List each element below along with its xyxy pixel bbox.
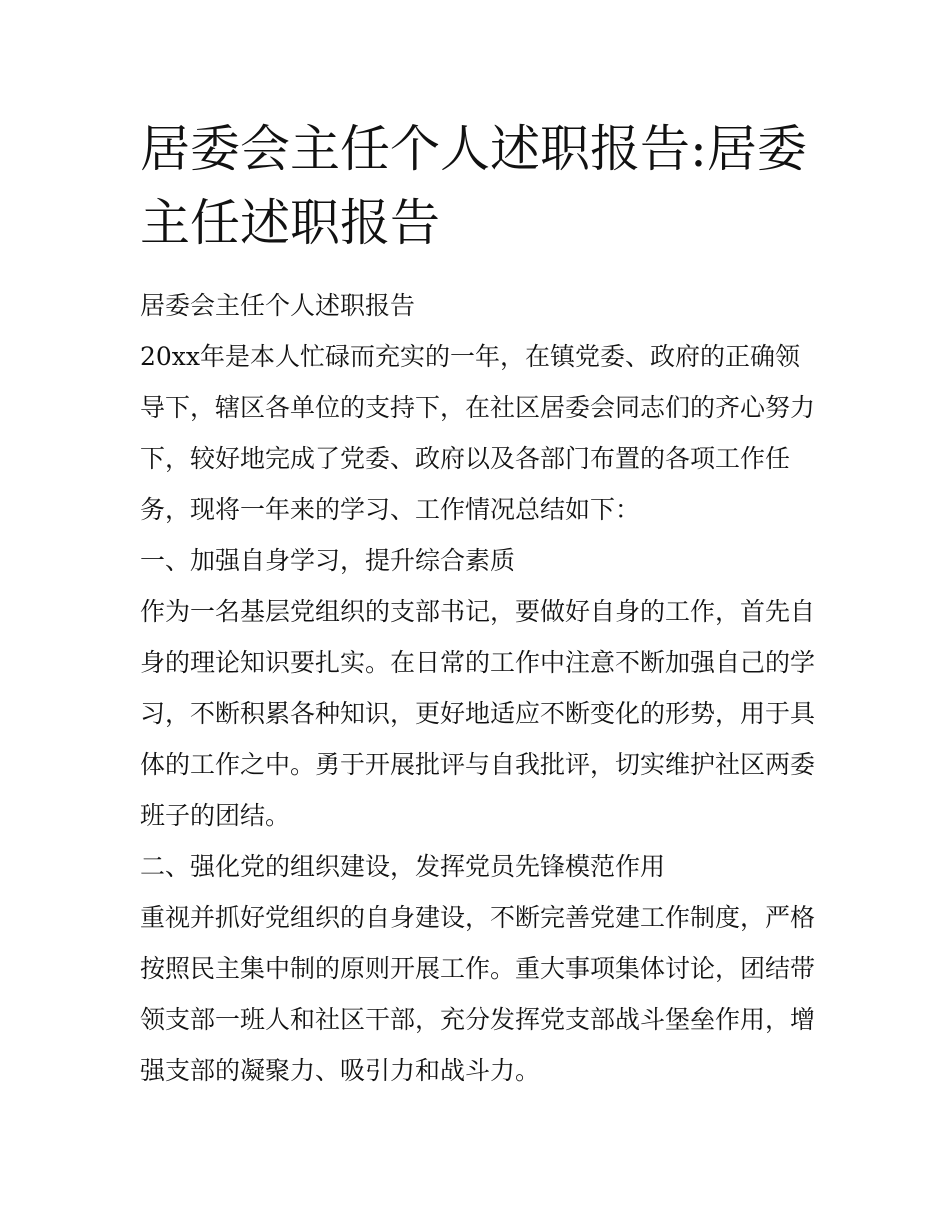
section-heading-1: 一、加强自身学习，提升综合素质 <box>140 546 516 575</box>
document-body <box>140 280 820 1096</box>
paragraph-section-1: 作为一名基层党组织的支部书记，要做好自身的工作，首先自身的理论知识要扎实。在日常的工作中注意不断加强自己的学习，不断积累各种知识，更好地适应不断变化的形势，用于具体的工作之中。勇于开展批评与自我批评，切实维护社区两委班子的团结。 <box>140 597 816 830</box>
section-heading-2: 二、强化党的组织建设，发挥党员先锋模范作用 <box>140 852 666 881</box>
paragraph-section-2: 重视并抓好党组织的自身建设，不断完善党建工作制度，严格按照民主集中制的原则开展工作。重大事项集体讨论，团结带领支部一班人和社区干部，充分发挥党支部战斗堡垒作用，增强支部的凝聚力、吸引力和战斗力。 <box>140 903 816 1085</box>
paragraph-intro: 20xx年是本人忙碌而充实的一年，在镇党委、政府的正确领导下，辖区各单位的支持下，在社区居委会同志们的齐心努力下，较好地完成了党委、政府以及各部门布置的各项工作任务，现将一年来的学习、工作情况总结如下： <box>140 342 816 524</box>
paragraph-subtitle: 居委会主任个人述职报告 <box>140 291 416 320</box>
document-title: 居委会主任个人述职报告:居委主任述职报告 <box>140 120 807 252</box>
